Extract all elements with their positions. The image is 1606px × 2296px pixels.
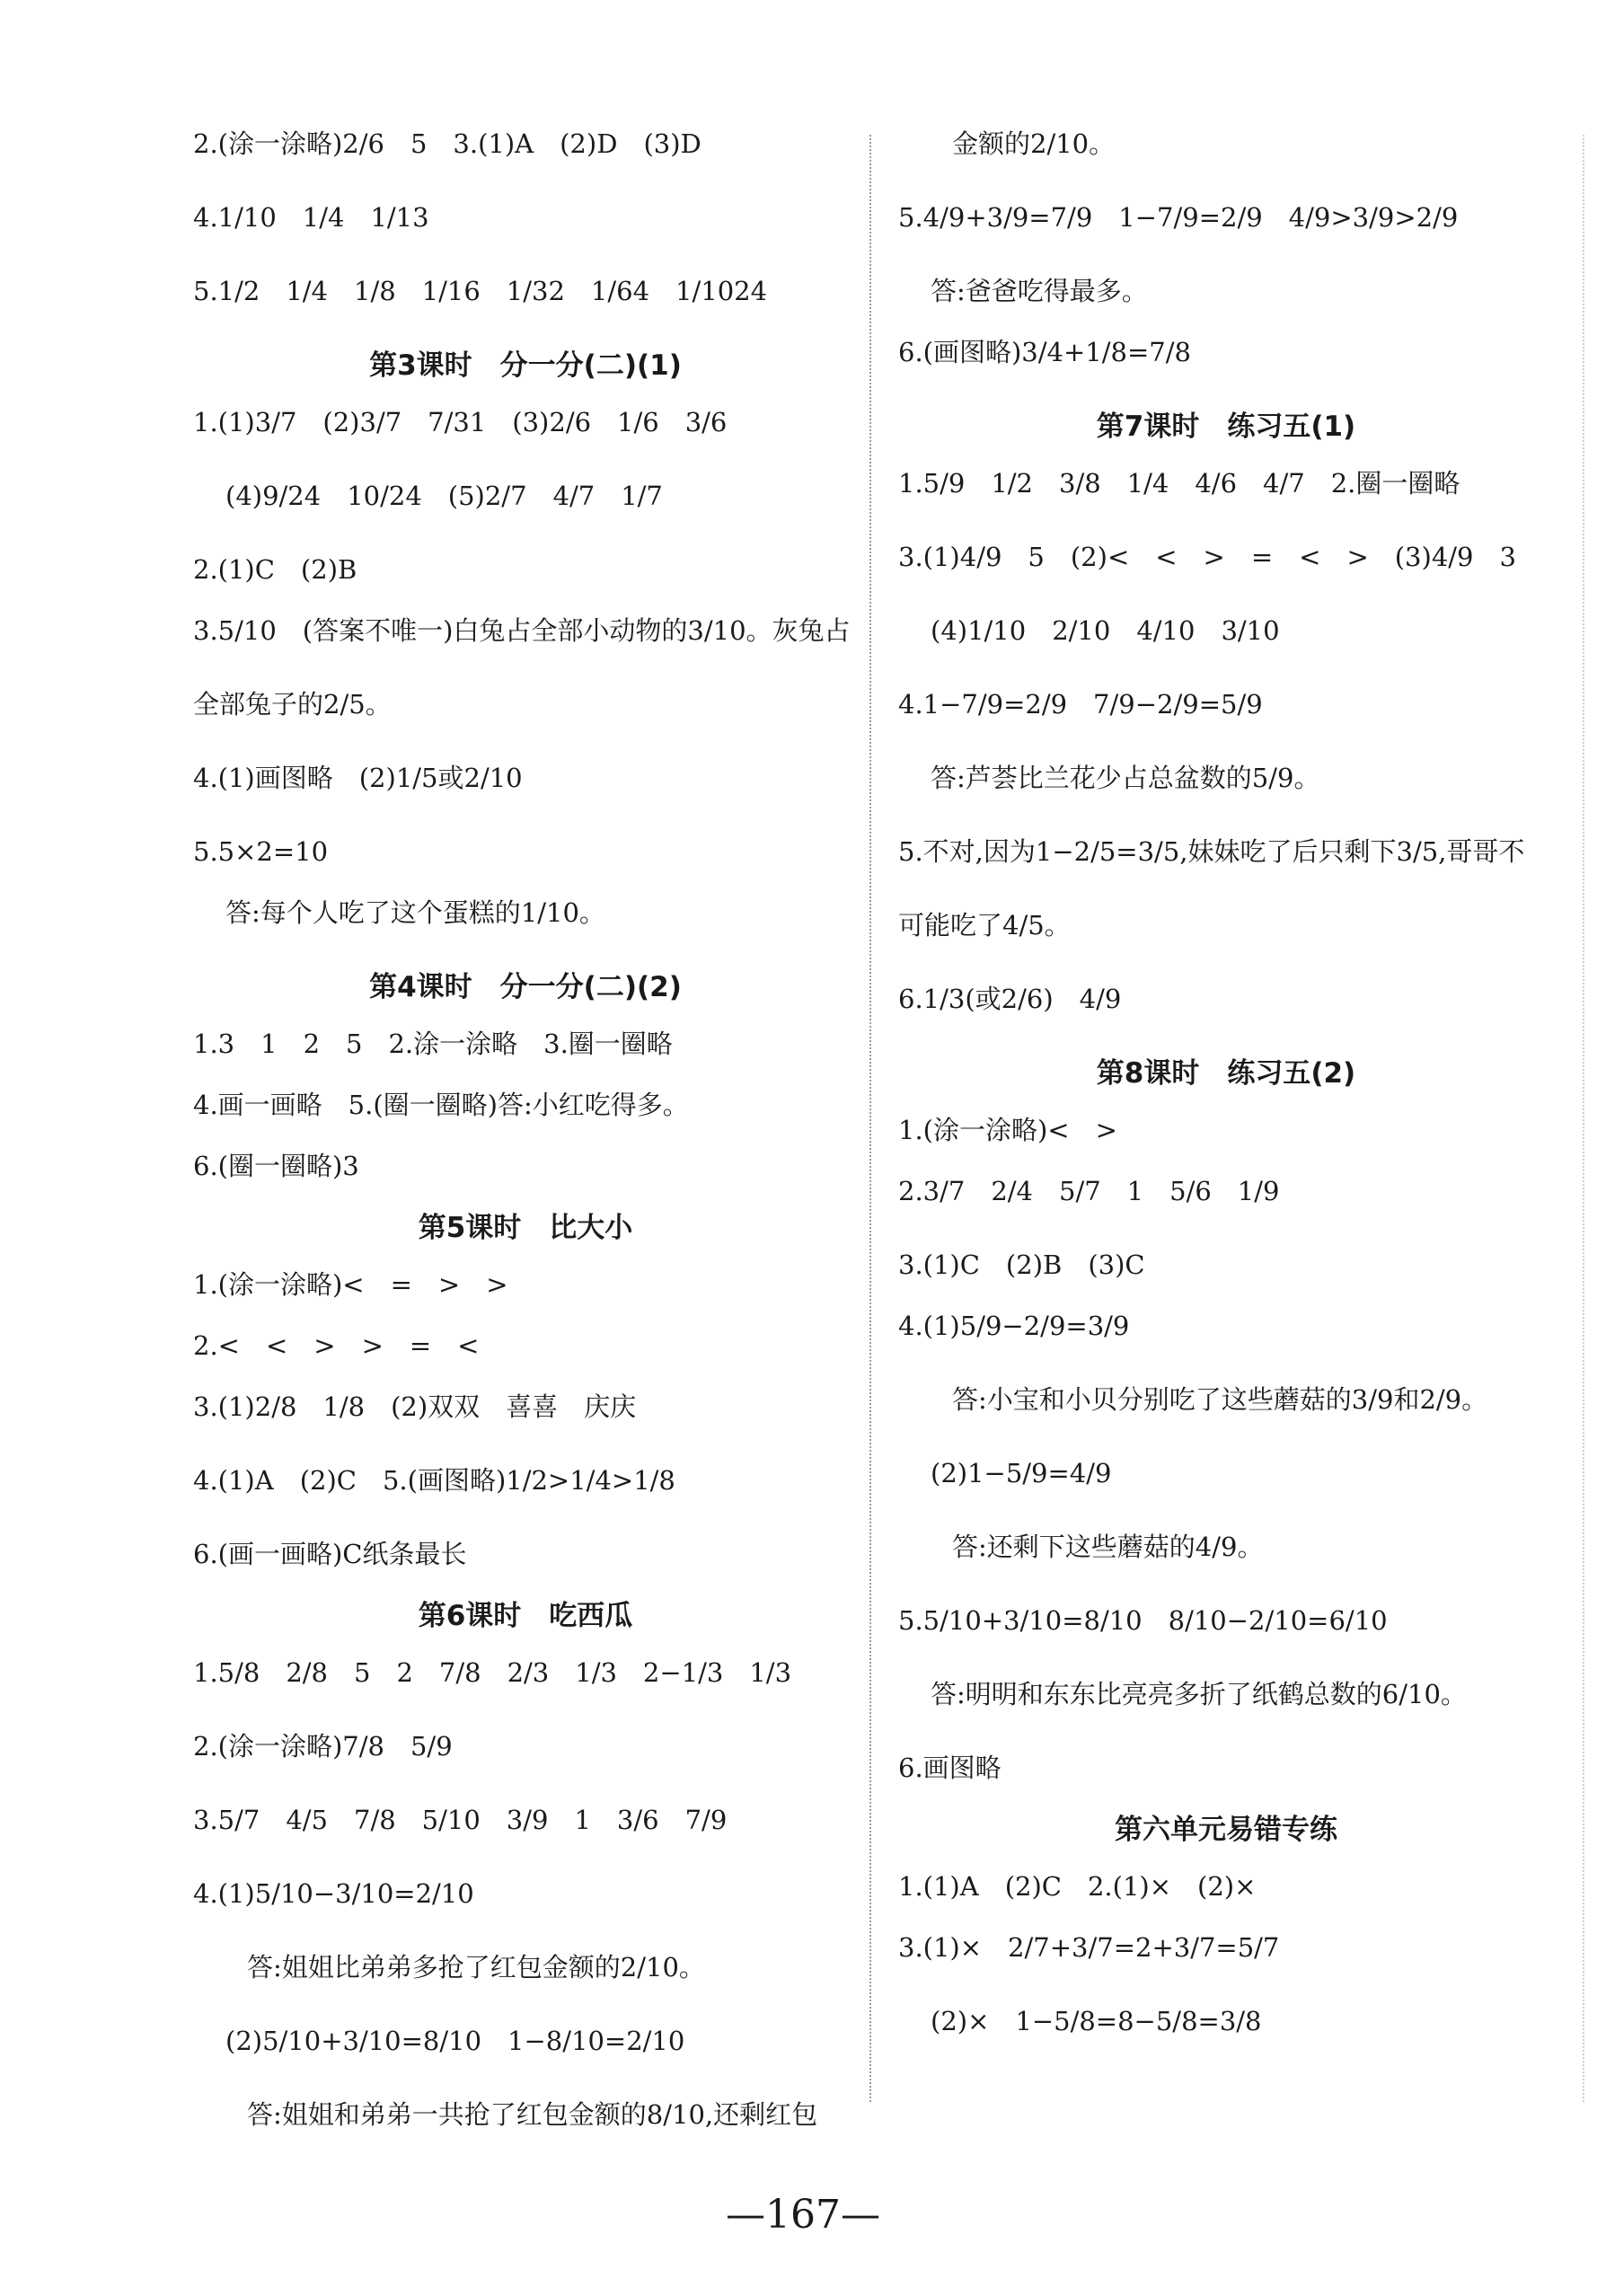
- answer-line: 1.5/8 2/8 5 2 7/8 2/3 1/3 2−1/3 1/3: [193, 1657, 792, 1688]
- page-number: —167—: [726, 2192, 880, 2238]
- answer-line: 4.1−7/9=2/9 7/9−2/9=5/9: [898, 689, 1263, 720]
- answer-line: 1.5/9 1/2 3/8 1/4 4/6 4/7 2.圈一圈略: [898, 468, 1460, 499]
- answer-line: 3.(1)× 2/7+3/7=2+3/7=5/7: [898, 1932, 1280, 1963]
- answer-line: 4.(1)5/10−3/10=2/10: [193, 1878, 474, 1909]
- answer-line: 1.3 1 2 5 2.涂一涂略 3.圈一圈略: [193, 1029, 673, 1059]
- answer-line: 2.3/7 2/4 5/7 1 5/6 1/9: [898, 1176, 1280, 1206]
- section-heading: 第7课时 练习五(1): [1096, 411, 1356, 443]
- answer-line: 6.(画图略)3/4+1/8=7/8: [898, 337, 1191, 367]
- section-heading: 第4课时 分一分(二)(2): [369, 971, 682, 1003]
- answer-line: 2.< < > > = <: [193, 1330, 480, 1361]
- answer-line: 全部兔子的2/5。: [193, 689, 392, 720]
- answer-line: 5.不对,因为1−2/5=3/5,妹妹吃了后只剩下3/5,哥哥不: [898, 836, 1525, 867]
- section-heading: 第5课时 比大小: [418, 1212, 633, 1244]
- answer-line: 答:姐姐比弟弟多抢了红包金额的2/10。: [247, 1952, 705, 1983]
- answer-line: (4)9/24 10/24 (5)2/7 4/7 1/7: [225, 481, 663, 511]
- answer-line: 3.(1)C (2)B (3)C: [898, 1250, 1145, 1280]
- answer-line: 6.(画一画略)C纸条最长: [193, 1539, 467, 1569]
- answer-line: (2)5/10+3/10=8/10 1−8/10=2/10: [225, 2026, 685, 2056]
- answer-line: 4.(1)A (2)C 5.(画图略)1/2>1/4>1/8: [193, 1465, 675, 1496]
- answer-line: 5.4/9+3/9=7/9 1−7/9=2/9 4/9>3/9>2/9: [898, 202, 1459, 233]
- answer-line: 答:姐姐和弟弟一共抢了红包金额的8/10,还剩红包: [247, 2099, 818, 2130]
- answer-line: 4.1/10 1/4 1/13: [193, 202, 429, 233]
- answer-line: 可能吃了4/5。: [898, 910, 1071, 940]
- answer-line: 4.画一画略 5.(圈一圈略)答:小红吃得多。: [193, 1090, 689, 1120]
- answer-line: 答:爸爸吃得最多。: [931, 276, 1148, 306]
- edge-divider: [1583, 135, 1584, 2102]
- answer-line: 3.5/10 (答案不唯一)白兔占全部小动物的3/10。灰兔占: [193, 615, 851, 646]
- section-heading: 第3课时 分一分(二)(1): [369, 349, 682, 382]
- answer-line: 答:每个人吃了这个蛋糕的1/10。: [225, 897, 605, 928]
- answer-line: 3.(1)2/8 1/8 (2)双双 喜喜 庆庆: [193, 1391, 637, 1422]
- answer-line: (4)1/10 2/10 4/10 3/10: [931, 615, 1280, 646]
- section-heading: 第8课时 练习五(2): [1096, 1057, 1356, 1090]
- answer-line: 6.画图略: [898, 1753, 1002, 1783]
- answer-line: 2.(1)C (2)B: [193, 554, 357, 585]
- answer-line: (2)1−5/9=4/9: [931, 1458, 1112, 1488]
- answer-line: 答:芦荟比兰花少占总盆数的5/9。: [931, 763, 1320, 793]
- answer-line: 1.(涂一涂略)< = > >: [193, 1269, 508, 1300]
- section-heading: 第6课时 吃西瓜: [418, 1600, 633, 1632]
- answer-line: 2.(涂一涂略)7/8 5/9: [193, 1731, 453, 1762]
- answer-line: 5.5/10+3/10=8/10 8/10−2/10=6/10: [898, 1605, 1388, 1636]
- left-column: [193, 126, 858, 2158]
- answer-line: 答:明明和东东比亮亮多折了纸鹤总数的6/10。: [931, 1679, 1467, 1709]
- answer-line: 2.(涂一涂略)2/6 5 3.(1)A (2)D (3)D: [193, 128, 702, 159]
- answer-line: 6.1/3(或2/6) 4/9: [898, 984, 1122, 1014]
- answer-line: 3.5/7 4/5 7/8 5/10 3/9 1 3/6 7/9: [193, 1805, 728, 1835]
- answer-line: 金额的2/10。: [952, 128, 1116, 159]
- answer-line: 4.(1)画图略 (2)1/5或2/10: [193, 763, 523, 793]
- answer-line: 1.(涂一涂略)< >: [898, 1115, 1117, 1145]
- answer-line: 5.5×2=10: [193, 836, 329, 867]
- answer-line: 答:小宝和小贝分别吃了这些蘑菇的3/9和2/9。: [952, 1384, 1488, 1415]
- answer-line: (2)× 1−5/8=8−5/8=3/8: [931, 2006, 1262, 2036]
- answer-line: 1.(1)3/7 (2)3/7 7/31 (3)2/6 1/6 3/6: [193, 407, 728, 437]
- section-heading: 第六单元易错专练: [1115, 1814, 1337, 1846]
- answer-line: 5.1/2 1/4 1/8 1/16 1/32 1/64 1/1024: [193, 276, 768, 306]
- answer-line: 1.(1)A (2)C 2.(1)× (2)×: [898, 1871, 1257, 1902]
- answer-line: 4.(1)5/9−2/9=3/9: [898, 1311, 1130, 1341]
- answer-line: 答:还剩下这些蘑菇的4/9。: [952, 1532, 1264, 1562]
- answer-line: 3.(1)4/9 5 (2)< < > = < > (3)4/9 3: [898, 542, 1516, 572]
- column-divider: [869, 135, 871, 2102]
- answer-line: 6.(圈一圈略)3: [193, 1151, 359, 1181]
- right-column: [898, 126, 1554, 2064]
